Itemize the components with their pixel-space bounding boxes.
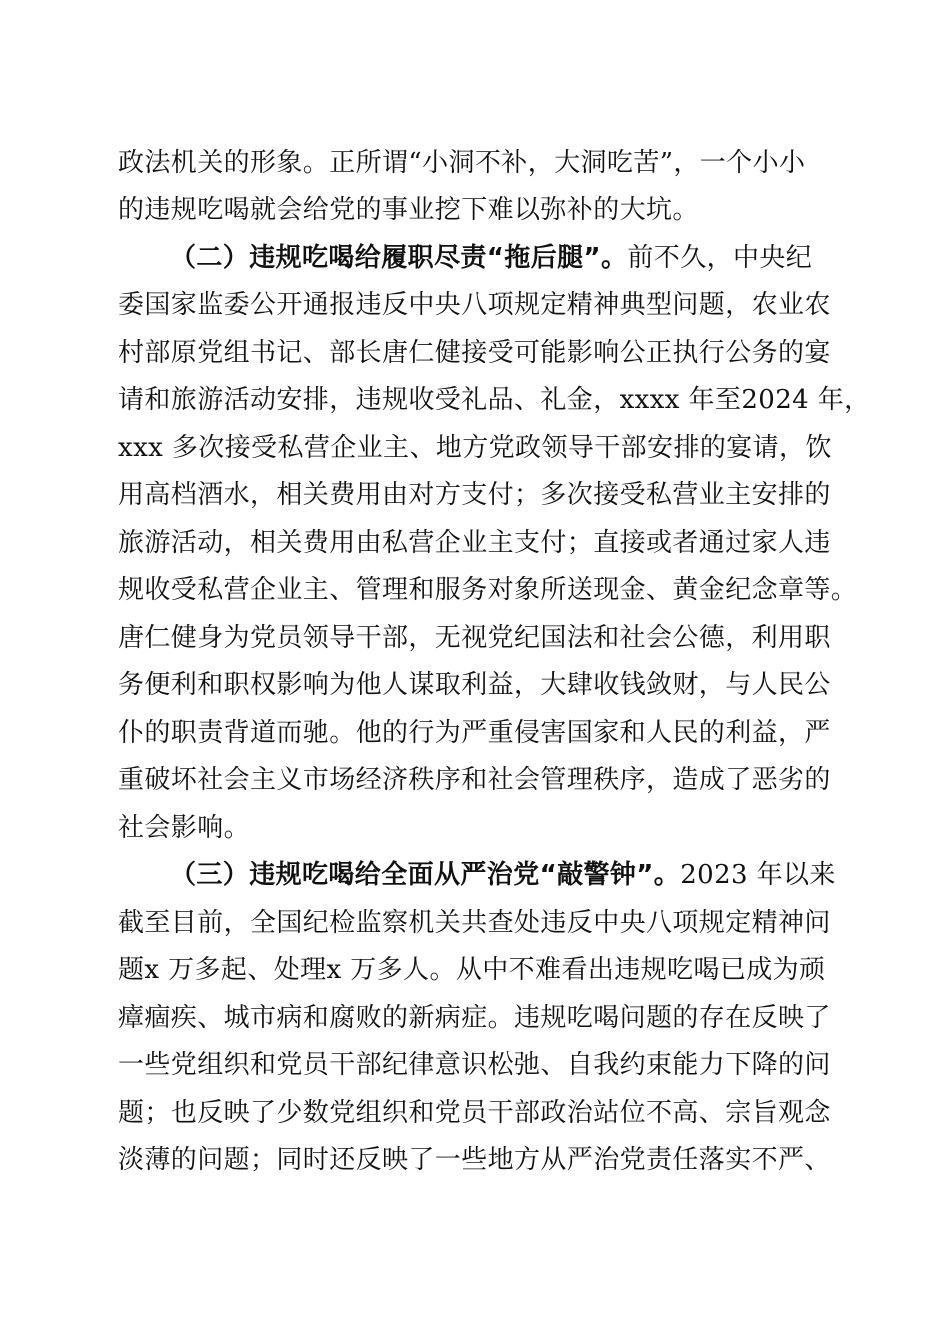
paragraph-line: 淡薄的问题；同时还反映了一些地方从严治党责任落实不严、 [118, 1145, 831, 1175]
paragraph-line: 截至目前，全国纪检监察机关共查处违反中央八项规定精神问 [118, 908, 831, 938]
section-3-text: 2023 年以来 [680, 860, 836, 890]
paragraph-line: 唐仁健身为党员领导干部，无视党纪国法和社会公德，利用职 [118, 623, 831, 653]
paragraph-line: 社会影响。 [118, 813, 251, 843]
paragraph-line: 题x 万多起、处理x 万多人。从中不难看出违规吃喝已成为顽 [118, 955, 826, 985]
paragraph-line: 请和旅游活动安排，违规收受礼品、礼金，xxxx 年至2024 年， [118, 385, 871, 415]
section-3-first-line [170, 853, 838, 898]
paragraph-line: 重破坏社会主义市场经济秩序和社会管理秩序，造成了恶劣的 [118, 765, 831, 795]
paragraph-line: 一些党组织和党员干部纪律意识松弛、自我约束能力下降的问 [118, 1050, 831, 1080]
paragraph-line: xxx 多次接受私营企业主、地方党政领导干部安排的宴请，饮 [118, 433, 832, 463]
paragraph-line: 务便利和职权影响为他人谋取利益，大肆收钱敛财，与人民公 [118, 670, 831, 700]
paragraph-line: 的违规吃喝就会给党的事业挖下难以弥补的大坑。 [118, 195, 699, 225]
paragraph-line: 用高档酒水，相关费用由对方支付；多次接受私营业主安排的 [118, 480, 831, 510]
paragraph-line: 村部原党组书记、部长唐仁健接受可能影响公正执行公务的宴 [118, 338, 831, 368]
section-3-heading: （三）违规吃喝给全面从严治党“敲警钟”。 [170, 860, 681, 890]
paragraph-line: 政法机关的形象。正所谓“小洞不补，大洞吃苦”，一个小小 [118, 148, 806, 178]
paragraph-line: 题；也反映了少数党组织和党员干部政治站位不高、宗旨观念 [118, 1098, 831, 1128]
section-2-text: 前不久，中央纪 [627, 243, 813, 273]
paragraph-line: 规收受私营企业主、管理和服务对象所送现金、黄金纪念章等。 [118, 575, 858, 605]
paragraph-line: 仆的职责背道而驰。他的行为严重侵害国家和人民的利益，严 [118, 718, 831, 748]
section-2-first-line [170, 236, 838, 281]
paragraph-line: 旅游活动，相关费用由私营企业主支付；直接或者通过家人违 [118, 528, 831, 558]
paragraph-line: 委国家监委公开通报违反中央八项规定精神典型问题，农业农 [118, 290, 831, 320]
paragraph-line: 瘴痼疾、城市病和腐败的新病症。违规吃喝问题的存在反映了 [118, 1003, 831, 1033]
section-2-heading: （二）违规吃喝给履职尽责“拖后腿”。 [170, 243, 628, 273]
